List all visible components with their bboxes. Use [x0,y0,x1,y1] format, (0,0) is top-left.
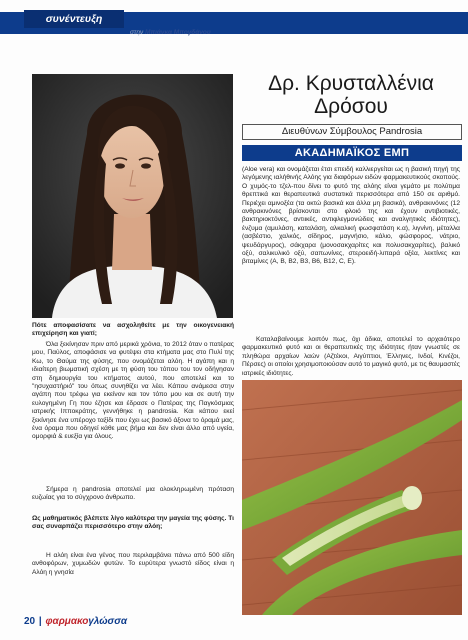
section-tab: συνέντευξη [24,10,124,28]
question-2: Ως μαθηματικός βλέπετε λίγο καλύτερα την μαγεία της φύσης. Τι σας συναρπάζει περισσότερο στην αλόη; [32,515,234,531]
answer-1b-text: Σήμερα η pandrosia αποτελεί μια ολοκληρωμένη πρόταση ευζωίας για το σύγχρονο άνθρωπο. [32,486,234,502]
byline-prefix: στην [130,29,144,36]
answer-1b [32,486,234,503]
interviewee-name [240,72,462,118]
byline [130,29,211,36]
footer-separator: | [38,616,42,627]
answer-1-text: Όλα ξεκίνησαν πριν από μερικά χρόνια, το 2012 όταν ο πατέρας μου, Παύλος, αποφάσισε να φυτέψει στα κτήματα μας στο Πυλί της Κω, το Θαύμα της φύσης, που ονομάζεται αλόη. Η αγάπη και η ιδιαίτερη βιωματική σχέση με τη φύση του τόπου του τον οδήγησαν στη δημιουργία του κτήματος αυτού, που αποτελεί και το "ησυχαστήριό" του όπως συνηθίζει να λέει. Κάπου ανάμεσα στην αγάπη που τρέφω για εκείνον και τον τόπο μου και σε αυτή την ευλογημένη Γη που έζησε και έδρασε ο Πατέρας της Παγκόσμιας ιατρικής Ιπποκράτης, γεννήθηκε η pandrosia. Και κάπου εκεί ξεκίνησε ένα υπέροχο ταξίδι που έχει ως βασικό άξονα το όραμά μας, ένα όραμα που οδηγεί κάθε μας βήμα και δεν είναι άλλο από υγεία, ομορφιά & ευεξία για όλους. [32,341,234,441]
question-1: Πότε αποφασίσατε να ασχοληθείτε με την οικογενειακή επιχείρηση και γιατί; [32,322,234,338]
magazine-name-part-1: φαρμακο [45,616,89,627]
right-paragraph-2-text: Καταλαβαίνουμε λοιπόν πως, όχι άδικα, αποτελεί το αρχαιότερο φαρμακευτικό φυτό και οι θεραπευτικές της ιδιότητες ήταν γνωστές σε πληθώρα αρχαίων λαών (Αζτέκοι, Αιγύπτιοι, Έλληνες, Ινδοί, Κινέζοι, Πέρσες) οι οποίοι χρησιμοποιούσαν αυτό το μαγικό φυτό, με τις θαυμαστές ιατρικές ιδιότητες. [242,336,460,377]
magazine-name-part-2: γλώσσα [88,616,128,627]
name-line-2: Δρόσου [314,95,388,118]
aloe-vera-photo [242,380,462,615]
portrait-photo [32,74,233,318]
footer [24,616,127,627]
right-paragraph-1-text: (Aloe vera) και ονομάζεται έτσι επειδή καλλιεργείται ως η βασική πηγή της λεγόμενης ιαλήθινής Αλόης για διαφόρων ειδών φαρμακευτικούς σκοπούς. Ο χυμός-το τζελ-που δίνει το φυτό της αλόης είναι γεμάτο με πολύτιμα θρεπτικά και θεραπευτικά συστατικά περισσότερα από 150 σε αριθμό. Περιέχει αμινοξέα (τα οκτώ βασικά και άλλα μη βασικά), ανθρακινόνες (12 ανθρακινόνες βρίσκονται στο φλοιό της και έχουν αντιβιοτικές, βακτηριοκτόνες, αντιικές, αντιφλεγμονώδεις και αναλγητικές ιδιότητες), ένζυμα (αμυλάση, καταλάση, αλκαλική φωσφατάση κ.α), λιγνίνη, μέταλλα (ασβέστιο, χαλκός, σίδηρος, μαγνήσιο, κάλιο, φώσφορος, νάτριο, ψευδάργυρος), σάκχαρα (μονοσακχαρίτες και πολυσακχαρίτες), βαλικό οξύ, σαλικυλικό οξύ, σαπωνίνες, στεροειδή-λιπαρά οξέα, λεκτίνες και βιταμίνες (A, B, B2, B3, B6, B12, C, E). [242,166,460,266]
academy-banner: ΑΚΑΔΗΜΑΪΚΟΣ ΕΜΠ [242,145,462,161]
role-title: Διευθύνων Σύμβουλος Pandrosia [242,124,462,140]
answer-1 [32,341,234,442]
answer-2 [32,552,234,577]
name-line-1: Δρ. Κρυσταλλένια [268,72,434,95]
byline-author: Μπιάνκα Μπογδάνου [145,29,211,36]
right-paragraph-1 [242,166,460,267]
right-paragraph-2 [242,336,460,378]
answer-2-text: Η αλόη είναι ένα γένος που περιλαμβάνει πάνω από 500 είδη ανθοφόρων, χυμωδών φυτών. Το ευρύτερα γνωστό είδος είναι η Αλόη η γνησία [32,552,234,576]
page-number: 20 [24,616,36,627]
